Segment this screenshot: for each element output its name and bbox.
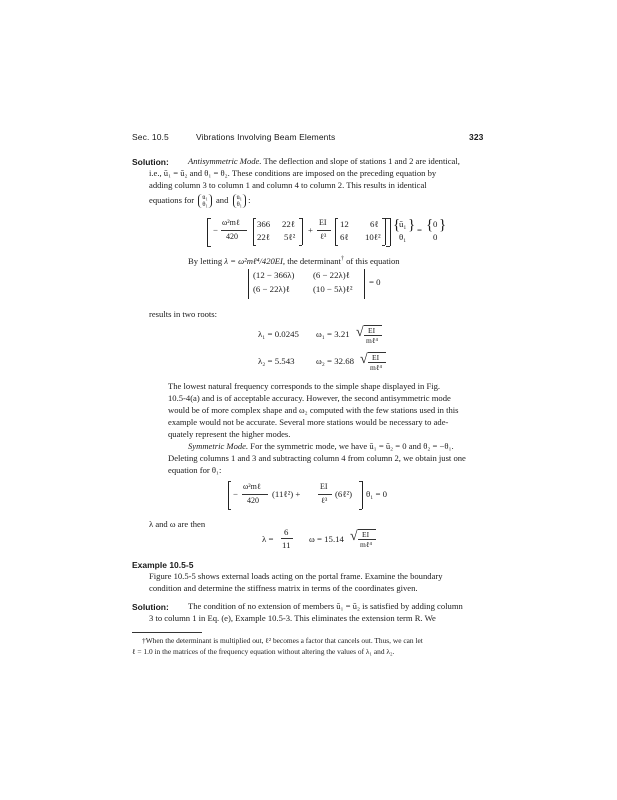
vector-2: ū₁ θ₁ — [233, 194, 247, 208]
running-title: Vibrations Involving Beam Elements — [196, 132, 336, 142]
equations-for-label: equations for — [149, 195, 195, 205]
solution-line-4: equations for ū₁ θ₁ and ū₁ θ₁ : — [149, 194, 251, 209]
example-line-2: condition and determine the stiffness matrix in terms of the coordinates given. — [149, 583, 418, 593]
lambda-definition: By letting λ = ω²mℓ⁴/420EI, the determinant† of this equation — [188, 255, 400, 266]
solution-label: Solution: — [132, 157, 169, 167]
coef-den: 420 — [226, 232, 238, 241]
roots-intro: results in two roots: — [149, 309, 218, 319]
symmetric-line-1: Symmetric Mode. For the symmetric mode, we have ū₁ = ū₂ = 0 and θ₂ = −θ₁. — [188, 441, 454, 451]
paragraph-2-line-2: 10.5-4(a) and is of acceptable accuracy. However, the second antisymmetric mode — [168, 393, 451, 403]
symmetric-line-2: Deleting columns 1 and 3 and subtracting column 4 from column 2, we obtain just one — [168, 453, 466, 463]
then-text: λ and ω are then — [149, 519, 206, 529]
solution-line-1 — [188, 155, 480, 167]
root-2: λ₂ = 5.543 ω₂ = 32.68 √ EI mℓ⁴ — [258, 350, 408, 376]
example-line-1: Figure 10.5-5 shows external loads acting on the portal frame. Examine the boundary — [149, 571, 443, 581]
solution-line-3: adding column 3 to column 1 and column 4 to column 2. This results in identical — [149, 180, 427, 190]
vector-1: ū₁ θ₁ — [198, 194, 212, 208]
coef-num: ω²mℓ — [222, 218, 240, 227]
determinant: (12 − 366λ) (6 − 22λ)ℓ (6 − 22λ)ℓ (10 − 5λ)ℓ² = 0 — [248, 269, 408, 303]
footnote-rule — [132, 632, 202, 633]
solution-line-2: i.e., ū₁ = ū₂ and θ₁ = θ₂. These conditions are imposed on the preceding equation by — [149, 168, 437, 178]
lambda-expression: λ = ω²mℓ⁴/420EI, — [224, 255, 286, 266]
footnote-line-1: †When the determinant is multiplied out, ℓ² becomes a factor that cancels out. Thus, we can let — [142, 636, 423, 645]
example-title: Example 10.5-5 — [132, 560, 194, 570]
paragraph-2-line-3: would be of more complex shape and ω₂ computed with the few stations used in this — [168, 405, 459, 415]
and-word: and — [215, 195, 229, 205]
symmetric-line-3: equation for θ₁: — [168, 465, 222, 475]
matrix-equation: − ω²mℓ 420 366 22ℓ 22ℓ 5ℓ² + EI ℓ³ 12 6ℓ 6ℓ 10ℓ² { ū₁ θ₁ } = { 0 0 } — [207, 218, 447, 248]
solution-2-label: Solution: — [132, 602, 169, 612]
footnote-marker: † — [340, 256, 344, 262]
paragraph-2-line-1: The lowest natural frequency corresponds to the simple shape displayed in Fig. — [168, 381, 441, 391]
symmetric-mode-heading: Symmetric Mode. — [188, 441, 249, 451]
root-1: λ₁ = 0.0245 ω₁ = 3.21 √ EI mℓ⁴ — [258, 323, 408, 349]
symmetric-equation: − ω²mℓ 420 (11ℓ²) + EI ℓ³ (6ℓ²) θ₁ = 0 — [228, 481, 398, 513]
solution-line-1-text: The deflection and slope of stations 1 and 2 are identical, — [261, 156, 460, 166]
paragraph-2-line-4: example would not be accurate. Several more stations would be necessary to ade- — [168, 417, 449, 427]
page-number: 323 — [469, 132, 484, 142]
solution-2-line-2: 3 to column 1 in Eq. (e), Example 10.5-3. This eliminates the extension term R. We — [149, 613, 436, 623]
antisymmetric-mode-heading: Antisymmetric Mode. — [188, 156, 262, 166]
paragraph-2-line-5: quately represent the higher modes. — [168, 429, 291, 439]
footnote-line-2: ℓ = 1.0 in the matrices of the frequency equation without altering the values of λ₁ and λ₂. — [132, 647, 395, 656]
section-number: Sec. 10.5 — [132, 132, 169, 142]
symmetric-result: λ = 6 11 ω = 15.14 √ EI mℓ⁴ — [262, 525, 382, 555]
solution-2-line-1: The condition of no extension of members ū₁ = ū₂ is satisfied by adding column — [188, 601, 463, 611]
